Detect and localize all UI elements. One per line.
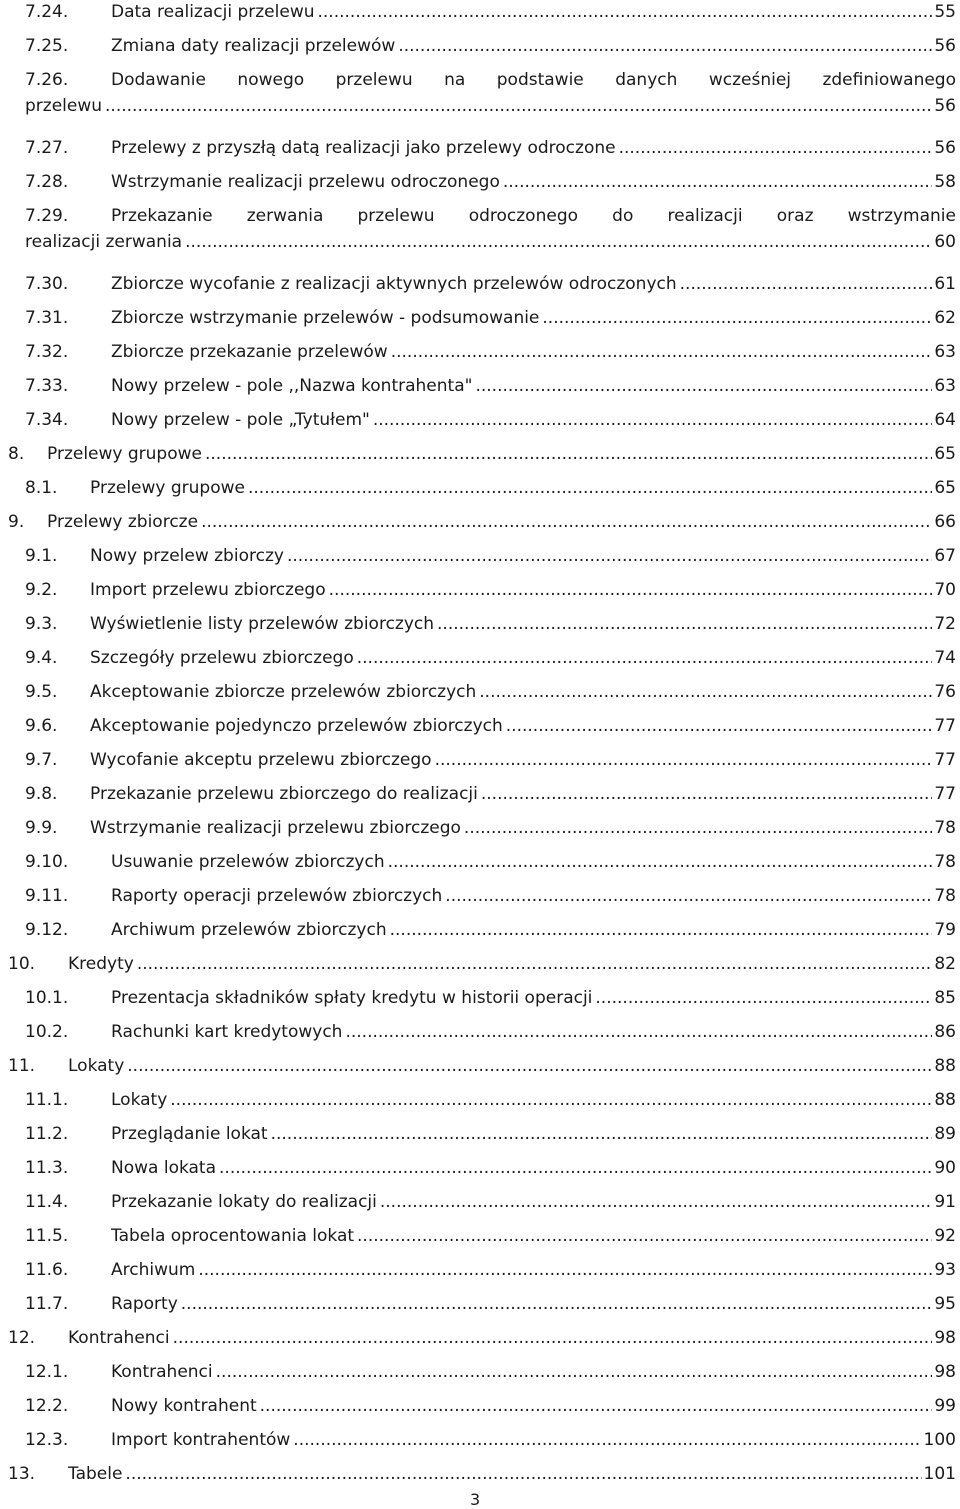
toc-entry[interactable] (111, 342, 956, 362)
toc-entry-number: 9.2. (25, 580, 58, 600)
toc-entry-title: Wstrzymanie realizacji przelewu odroczonego (111, 172, 500, 192)
toc-entry-title: Archiwum (111, 1260, 196, 1280)
toc-entry-title: Usuwanie przelewów zbiorczych (111, 852, 385, 872)
toc-entry-title: Kontrahenci (68, 1328, 170, 1348)
toc-entry[interactable] (111, 1362, 956, 1382)
toc-entry[interactable] (90, 750, 956, 770)
toc-leader-dots (125, 1464, 921, 1484)
toc-entry[interactable] (111, 36, 956, 56)
toc-entry-title: Raporty (111, 1294, 178, 1314)
toc-leader-dots (318, 2, 933, 22)
toc-leader-dots (398, 36, 932, 56)
toc-leader-dots (475, 376, 932, 396)
toc-entry-title-line[interactable]: Dodawanie nowego przelewu na podstawie danych wcześniej zdefiniowanego (111, 70, 956, 90)
page-number: 3 (470, 1490, 481, 1509)
toc-entry[interactable] (111, 1260, 956, 1280)
toc-entry[interactable] (90, 818, 956, 838)
toc-leader-dots (464, 818, 932, 838)
toc-entry-number: 8.1. (25, 478, 58, 498)
toc-entry-number: 8. (8, 444, 25, 464)
toc-page-number: 90 (934, 1158, 956, 1178)
toc-leader-dots (619, 138, 933, 158)
toc-entry[interactable] (90, 784, 956, 804)
toc-entry-title: Tabela oprocentowania lokat (111, 1226, 355, 1246)
toc-entry-title: Przelewy zbiorcze (47, 512, 199, 532)
toc-entry-number: 7.33. (25, 376, 69, 396)
toc-entry[interactable] (111, 1294, 956, 1314)
toc-leader-dots (248, 478, 932, 498)
toc-page-number: 78 (934, 818, 956, 838)
toc-entry-number: 7.25. (25, 36, 69, 56)
toc-entry-number: 7.24. (25, 2, 69, 22)
toc-page-number: 95 (934, 1294, 956, 1314)
toc-entry[interactable] (90, 580, 956, 600)
toc-page-number: 56 (934, 95, 956, 116)
toc-entry[interactable] (111, 1158, 956, 1178)
toc-entry-title: Akceptowanie pojedynczo przelewów zbiorczych (90, 716, 503, 736)
toc-page-number: 65 (934, 444, 956, 464)
toc-entry-title: Import przelewu zbiorczego (90, 580, 326, 600)
toc-entry-title: Wycofanie akceptu przelewu zbiorczego (90, 750, 432, 770)
toc-page-number: 78 (934, 886, 956, 906)
toc-page-number: 93 (934, 1260, 956, 1280)
toc-entry[interactable] (68, 954, 956, 974)
toc-entry[interactable] (68, 1056, 956, 1076)
toc-page-number: 63 (934, 342, 956, 362)
toc-leader-dots (481, 784, 932, 804)
toc-entry[interactable] (111, 1396, 956, 1416)
toc-leader-dots (293, 1430, 921, 1450)
toc-page-number: 66 (934, 512, 956, 532)
toc-page-number: 88 (934, 1090, 956, 1110)
toc-entry-number: 7.26. (25, 70, 69, 90)
toc-entry-title: Lokaty (68, 1056, 125, 1076)
toc-leader-dots (185, 232, 932, 252)
toc-entry[interactable] (47, 444, 956, 464)
toc-entry-number: 7.31. (25, 308, 69, 328)
toc-leader-dots (595, 988, 932, 1008)
toc-leader-dots (173, 1328, 933, 1348)
toc-page-number: 61 (934, 274, 956, 294)
toc-entry-number: 12.3. (25, 1430, 69, 1450)
toc-entry-number: 10.1. (25, 988, 69, 1008)
toc-entry-title: Kontrahenci (111, 1362, 213, 1382)
toc-entry[interactable] (111, 410, 956, 430)
toc-entry-title: Nowy przelew - pole „Tytułem" (111, 410, 370, 430)
toc-page-number: 70 (934, 580, 956, 600)
toc-page-number: 60 (934, 231, 956, 252)
toc-entry-title: Nowy przelew - pole ,,Nazwa kontrahenta" (111, 376, 473, 396)
toc-entry-title: Zmiana daty realizacji przelewów (111, 36, 396, 56)
toc-entry-title: Lokaty (111, 1090, 168, 1110)
toc-entry[interactable] (68, 1464, 956, 1484)
toc-leader-dots (201, 512, 932, 532)
toc-leader-dots (391, 342, 933, 362)
toc-page-number: 65 (934, 478, 956, 498)
toc-page-number: 82 (934, 954, 956, 974)
toc-page-number: 76 (934, 682, 956, 702)
toc-entry-title: Prezentacja składników spłaty kredytu w historii operacji (111, 988, 593, 1008)
toc-leader-dots (506, 716, 933, 736)
toc-entry[interactable] (47, 512, 956, 532)
toc-page-number: 56 (934, 36, 956, 56)
toc-page-number: 98 (934, 1328, 956, 1348)
toc-entry[interactable] (111, 1124, 956, 1144)
toc-page-number: 100 (923, 1430, 956, 1450)
toc-entry-number: 11.6. (25, 1260, 69, 1280)
toc-page-number: 78 (934, 852, 956, 872)
toc-entry[interactable] (25, 232, 956, 252)
toc-entry[interactable] (25, 96, 956, 116)
toc-leader-dots (390, 920, 933, 940)
toc-entry-title: Data realizacji przelewu (111, 2, 315, 22)
toc-leader-dots (437, 614, 932, 634)
toc-page-number: 91 (934, 1192, 956, 1212)
toc-entry[interactable] (111, 138, 956, 158)
toc-entry[interactable] (111, 920, 956, 940)
toc-entry-number: 11. (8, 1056, 36, 1076)
toc-leader-dots (435, 750, 933, 770)
toc-entry-number: 10. (8, 954, 36, 974)
toc-page-number: 77 (934, 750, 956, 770)
toc-entry-title: Raporty operacji przelewów zbiorczych (111, 886, 443, 906)
toc-entry-title: Tabele (68, 1464, 123, 1484)
toc-leader-dots (388, 852, 933, 872)
toc-entry-number: 7.28. (25, 172, 69, 192)
toc-leader-dots (127, 1056, 932, 1076)
toc-entry-number: 9.3. (25, 614, 58, 634)
toc-entry[interactable] (111, 1090, 956, 1110)
toc-entry-title: Kredyty (68, 954, 134, 974)
toc-entry[interactable] (111, 172, 956, 192)
toc-leader-dots (170, 1090, 932, 1110)
toc-entry-number: 9.4. (25, 648, 58, 668)
toc-entry-title: Przekazanie przelewu zbiorczego do realizacji (90, 784, 478, 804)
toc-entry[interactable] (111, 1430, 956, 1450)
toc-entry-number: 7.32. (25, 342, 69, 362)
toc-entry-title: Szczegóły przelewu zbiorczego (90, 648, 354, 668)
toc-entry-title: Nowy kontrahent (111, 1396, 257, 1416)
toc-page-number: 64 (934, 410, 956, 430)
toc-entry-number: 12. (8, 1328, 36, 1348)
toc-entry-title: Zbiorcze przekazanie przelewów (111, 342, 388, 362)
toc-page-number: 62 (934, 308, 956, 328)
toc-page-number: 72 (934, 614, 956, 634)
toc-entry-number: 9.6. (25, 716, 58, 736)
toc-entry-title: Wyświetlenie listy przelewów zbiorczych (90, 614, 435, 634)
toc-entry[interactable] (90, 682, 956, 702)
toc-leader-dots (445, 886, 932, 906)
toc-entry-number: 9. (8, 512, 25, 532)
toc-entry-title: Przeglądanie lokat (111, 1124, 268, 1144)
toc-entry[interactable] (90, 546, 956, 566)
toc-entry-number: 9.10. (25, 852, 69, 872)
toc-page-number: 63 (934, 376, 956, 396)
toc-entry-title: Przelewy z przyszłą datą realizacji jako przelewy odroczone (111, 138, 616, 158)
toc-entry-number: 7.27. (25, 138, 69, 158)
toc-entry-number: 13. (8, 1464, 36, 1484)
toc-entry-number: 11.1. (25, 1090, 69, 1110)
toc-leader-dots (357, 648, 933, 668)
toc-entry[interactable] (68, 1328, 956, 1348)
toc-entry-title: Przekazanie lokaty do realizacji (111, 1192, 377, 1212)
toc-leader-dots (205, 444, 932, 464)
toc-entry-title: przelewu (25, 95, 103, 116)
toc-leader-dots (345, 1022, 932, 1042)
toc-entry[interactable] (111, 376, 956, 396)
toc-entry-title: Zbiorcze wycofanie z realizacji aktywnych przelewów odroczonych (111, 274, 677, 294)
toc-leader-dots (373, 410, 933, 430)
toc-leader-dots (260, 1396, 933, 1416)
toc-entry-number: 7.30. (25, 274, 69, 294)
toc-entry-number: 9.8. (25, 784, 58, 804)
toc-entry-number: 11.2. (25, 1124, 69, 1144)
toc-entry-title: realizacji zerwania (25, 231, 183, 252)
toc-page-number: 92 (934, 1226, 956, 1246)
toc-page-number: 77 (934, 784, 956, 804)
toc-page-number: 67 (934, 546, 956, 566)
toc-entry-title: Akceptowanie zbiorcze przelewów zbiorczych (90, 682, 477, 702)
toc-page-number: 74 (934, 648, 956, 668)
toc-entry[interactable] (111, 308, 956, 328)
toc-leader-dots (357, 1226, 932, 1246)
toc-page-number: 85 (934, 988, 956, 1008)
toc-entry-number: 7.29. (25, 206, 69, 226)
toc-entry-title: Nowy przelew zbiorczy (90, 546, 284, 566)
toc-entry-number: 12.2. (25, 1396, 69, 1416)
toc-page-number: 56 (934, 138, 956, 158)
toc-entry-number: 11.3. (25, 1158, 69, 1178)
toc-entry-number: 10.2. (25, 1022, 69, 1042)
toc-entry-number: 11.7. (25, 1294, 69, 1314)
toc-entry-number: 11.5. (25, 1226, 69, 1246)
toc-entry[interactable] (111, 1192, 956, 1212)
toc-entry-title: Wstrzymanie realizacji przelewu zbiorczego (90, 818, 461, 838)
toc-page-number: 86 (934, 1022, 956, 1042)
toc-page-number: 89 (934, 1124, 956, 1144)
toc-entry-title-line[interactable]: Przekazanie zerwania przelewu odroczonego do realizacji oraz wstrzymanie (111, 206, 956, 226)
toc-leader-dots (329, 580, 933, 600)
toc-leader-dots (380, 1192, 932, 1212)
toc-entry[interactable] (90, 648, 956, 668)
toc-entry-number: 11.4. (25, 1192, 69, 1212)
toc-entry[interactable] (111, 2, 956, 22)
toc-entry-title: Rachunki kart kredytowych (111, 1022, 343, 1042)
toc-page-number: 98 (934, 1362, 956, 1382)
toc-entry-title: Import kontrahentów (111, 1430, 291, 1450)
toc-leader-dots (542, 308, 932, 328)
toc-entry[interactable] (111, 852, 956, 872)
toc-leader-dots (181, 1294, 933, 1314)
toc-entry-title: Zbiorcze wstrzymanie przelewów - podsumowanie (111, 308, 540, 328)
toc-entry[interactable] (90, 478, 956, 498)
toc-leader-dots (503, 172, 933, 192)
toc-leader-dots (137, 954, 933, 974)
toc-page-number: 55 (934, 2, 956, 22)
toc-entry[interactable] (111, 1022, 956, 1042)
toc-leader-dots (680, 274, 933, 294)
toc-entry-number: 9.9. (25, 818, 58, 838)
toc-leader-dots (287, 546, 932, 566)
toc-page-number: 58 (934, 172, 956, 192)
toc-leader-dots (105, 96, 932, 116)
toc-leader-dots (219, 1158, 932, 1178)
toc-leader-dots (479, 682, 932, 702)
toc-entry-title: Przelewy grupowe (90, 478, 245, 498)
toc-entry-number: 9.7. (25, 750, 58, 770)
toc-entry[interactable] (111, 1226, 956, 1246)
toc-entry[interactable] (90, 614, 956, 634)
toc-entry-number: 9.12. (25, 920, 69, 940)
toc-entry[interactable] (111, 886, 956, 906)
toc-entry[interactable] (90, 716, 956, 736)
toc-leader-dots (271, 1124, 933, 1144)
toc-entry[interactable] (111, 988, 956, 1008)
toc-page-number: 77 (934, 716, 956, 736)
toc-entry-number: 9.11. (25, 886, 69, 906)
toc-entry-number: 9.1. (25, 546, 58, 566)
toc-page-number: 99 (934, 1396, 956, 1416)
toc-entry-title: Przelewy grupowe (47, 444, 202, 464)
toc-page-number: 88 (934, 1056, 956, 1076)
toc-leader-dots (198, 1260, 932, 1280)
toc-leader-dots (216, 1362, 933, 1382)
toc-entry-number: 9.5. (25, 682, 58, 702)
toc-entry-title: Nowa lokata (111, 1158, 217, 1178)
toc-entry-number: 12.1. (25, 1362, 69, 1382)
toc-entry-number: 7.34. (25, 410, 69, 430)
toc-page-number: 79 (934, 920, 956, 940)
toc-page-number: 101 (923, 1464, 956, 1484)
toc-entry[interactable] (111, 274, 956, 294)
toc-entry-title: Archiwum przelewów zbiorczych (111, 920, 387, 940)
